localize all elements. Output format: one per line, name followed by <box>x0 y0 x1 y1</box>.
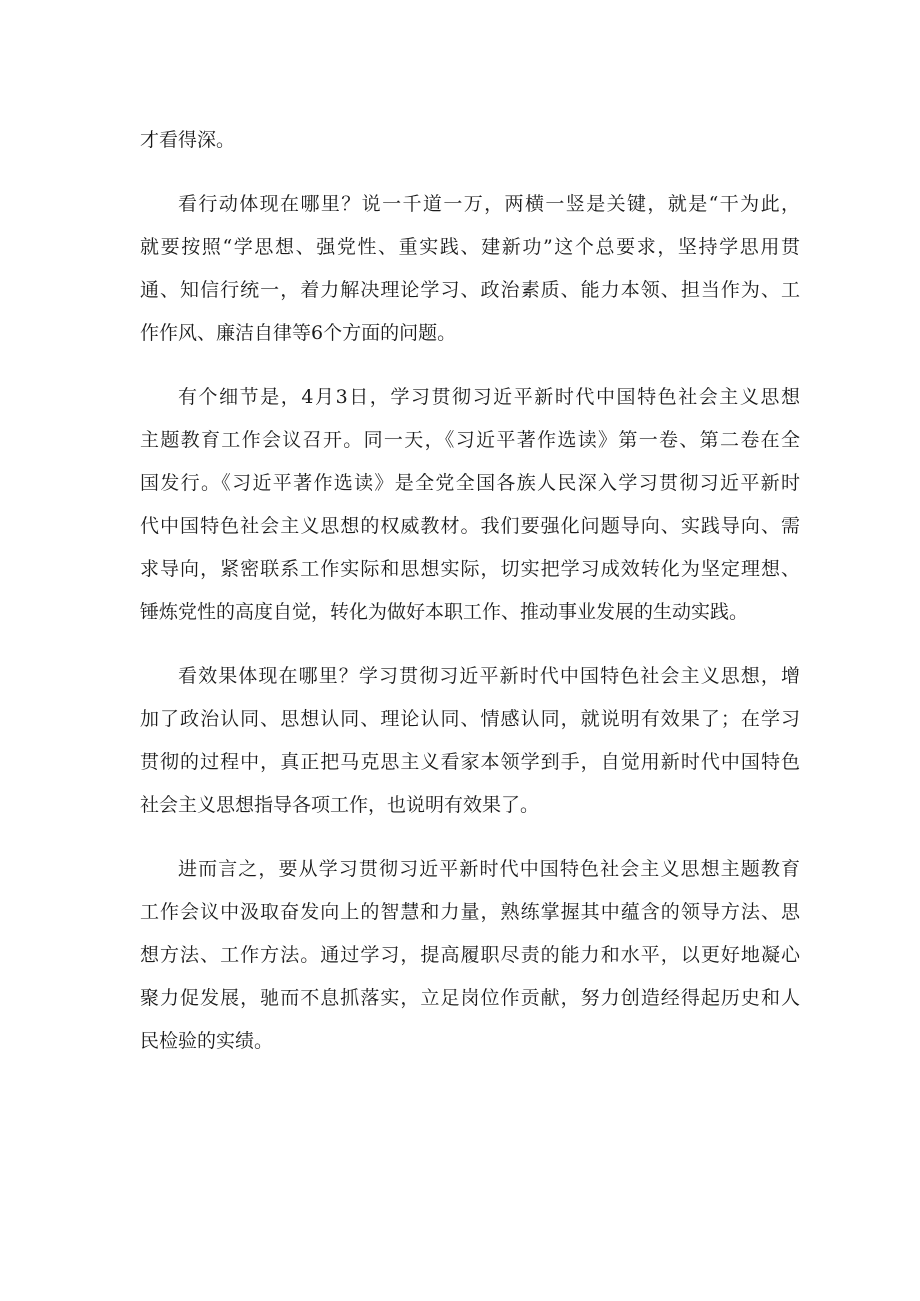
paragraph-3-line-2: 主题教育工作会议召开。同一天，《习近平著作选读》第一卷、第二卷在全 <box>140 429 800 451</box>
paragraph-4-line-1: 看效果体现在哪里？学习贯彻习近平新时代中国特色社会主义思想，增 <box>178 665 800 687</box>
paragraph-4-line-2: 加了政治认同、思想认同、理论认同、情感认同，就说明有效果了；在学习 <box>140 708 800 730</box>
paragraph-1-line-1: 才看得深。 <box>140 129 236 151</box>
paragraph-4-line-4: 社会主义思想指导各项工作，也说明有效果了。 <box>140 794 540 816</box>
paragraph-3-line-1: 有个细节是，4月3日，学习贯彻习近平新时代中国特色社会主义思想 <box>178 386 800 408</box>
paragraph-5-line-5: 民检验的实绩。 <box>140 1030 274 1052</box>
paragraph-3-line-5: 求导向，紧密联系工作实际和思想实际，切实把学习成效转化为坚定理想、 <box>140 558 800 580</box>
paragraph-5-line-3: 想方法、工作方法。通过学习，提高履职尽责的能力和水平，以更好地凝心 <box>140 944 800 966</box>
paragraph-4-line-3: 贯彻的过程中，真正把马克思主义看家本领学到手，自觉用新时代中国特色 <box>140 751 800 773</box>
paragraph-2-line-3: 通、知信行统一，着力解决理论学习、政治素质、能力本领、担当作为、工 <box>140 279 800 301</box>
paragraph-5-line-2: 工作会议中汲取奋发向上的智慧和力量，熟练掌握其中蕴含的领导方法、思 <box>140 901 800 923</box>
paragraph-3-line-6: 锤炼党性的高度自觉，转化为做好本职工作、推动事业发展的生动实践。 <box>140 601 749 623</box>
paragraph-2-line-4: 作作风、廉洁自律等6个方面的问题。 <box>140 322 457 344</box>
paragraph-3-line-4: 代中国特色社会主义思想的权威教材。我们要强化问题导向、实践导向、需 <box>140 515 800 537</box>
paragraph-2-line-1: 看行动体现在哪里？说一千道一万，两横一竖是关键，就是“干为此， <box>178 193 800 215</box>
paragraph-2-line-2: 就要按照“学思想、强党性、重实践、建新功”这个总要求，坚持学思用贯 <box>140 236 800 258</box>
paragraph-5-line-4: 聚力促发展，驰而不息抓落实，立足岗位作贡献，努力创造经得起历史和人 <box>140 987 800 1009</box>
paragraph-5-line-1: 进而言之，要从学习贯彻习近平新时代中国特色社会主义思想主题教育 <box>178 858 800 880</box>
paragraph-3-line-3: 国发行。《习近平著作选读》是全党全国各族人民深入学习贯彻习近平新时 <box>140 472 800 494</box>
